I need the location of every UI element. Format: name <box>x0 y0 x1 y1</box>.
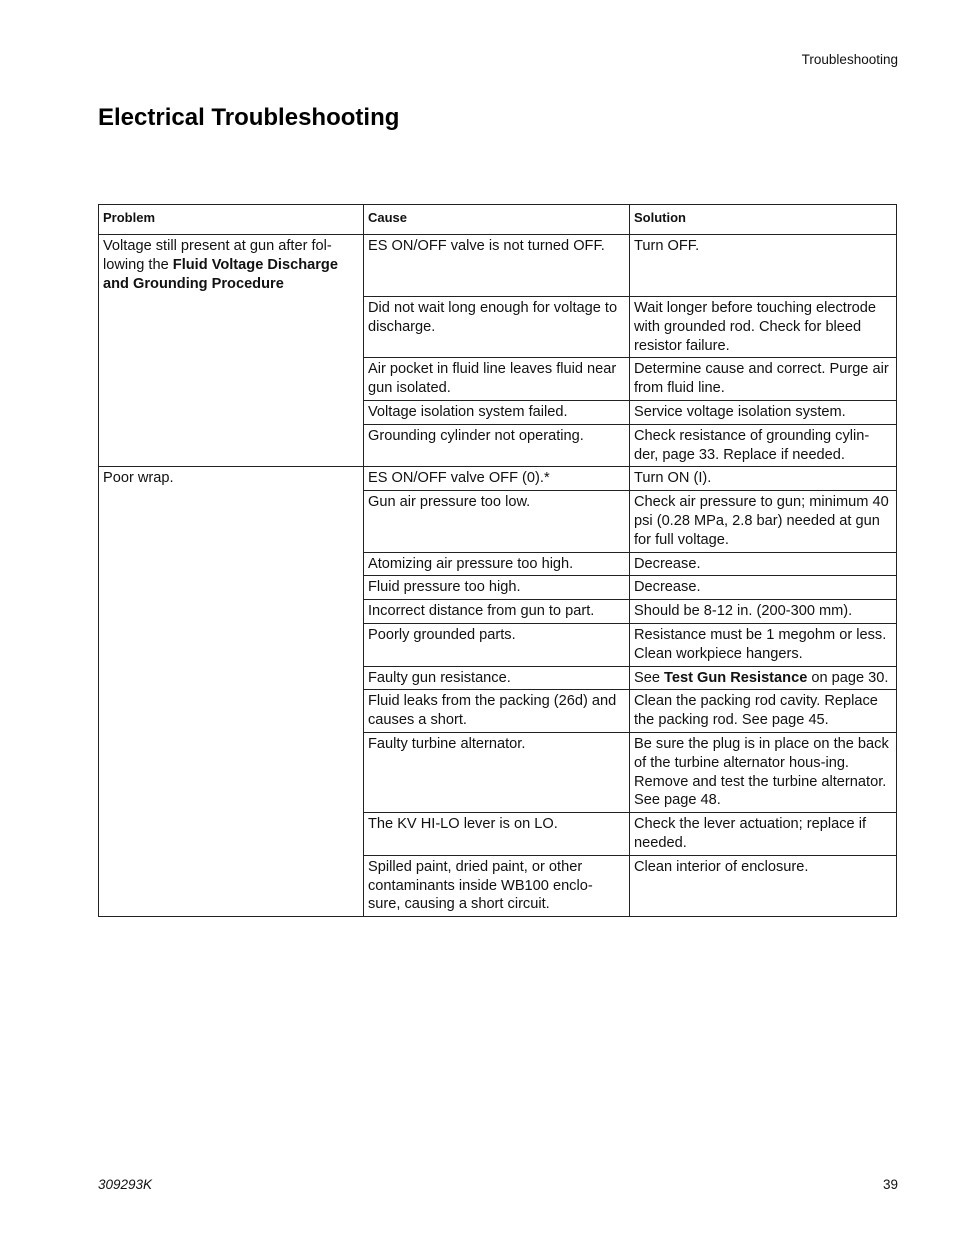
solution-cell: Turn OFF. <box>630 235 897 297</box>
page-number: 39 <box>882 1177 898 1192</box>
table-row <box>99 467 897 491</box>
table-header-row <box>99 205 897 235</box>
solution-text: See <box>634 669 665 686</box>
problem-procedure-ref: Fluid Voltage Discharge and Grounding Procedure <box>103 256 338 292</box>
solution-cell: Check air pressure to gun; minimum 40 psi (0.28 MPa, 2.8 bar) needed at gun for full voltage. <box>630 491 897 552</box>
problem-cell: Poor wrap. <box>99 467 364 917</box>
cause-cell: ES ON/OFF valve is not turned OFF. <box>364 235 630 297</box>
cause-cell: Air pocket in fluid line leaves fluid near gun isolated. <box>364 358 630 401</box>
solution-cell: Clean interior of enclosure. <box>630 855 897 916</box>
cause-cell: Grounding cylinder not operating. <box>364 424 630 467</box>
solution-cell: Check resistance of grounding cylin-der, page 33. Replace if needed. <box>630 424 897 467</box>
solution-cell: Resistance must be 1 megohm or less. Clean workpiece hangers. <box>630 623 897 666</box>
solution-cell: Decrease. <box>630 576 897 600</box>
cause-cell: Voltage isolation system failed. <box>364 400 630 424</box>
cause-cell: The KV HI-LO lever is on LO. <box>364 813 630 856</box>
cause-cell: Spilled paint, dried paint, or other contaminants inside WB100 enclo-sure, causing a short circuit. <box>364 855 630 916</box>
cause-cell: Atomizing air pressure too high. <box>364 552 630 576</box>
solution-cell: Service voltage isolation system. <box>630 400 897 424</box>
troubleshooting-table <box>98 204 897 917</box>
table-row <box>99 235 897 297</box>
page-title: Electrical Troubleshooting <box>98 104 400 131</box>
cause-cell: Fluid leaks from the packing (26d) and causes a short. <box>364 690 630 733</box>
cause-cell: Poorly grounded parts. <box>364 623 630 666</box>
solution-cell: Determine cause and correct. Purge air from fluid line. <box>630 358 897 401</box>
running-header: Troubleshooting <box>801 52 898 67</box>
document-number: 309293K <box>98 1177 153 1192</box>
solution-cell: Should be 8-12 in. (200-300 mm). <box>630 600 897 624</box>
cause-cell: Incorrect distance from gun to part. <box>364 600 630 624</box>
problem-text: Voltage still present at gun after fol-lowing the <box>103 238 332 273</box>
solution-cell: Clean the packing rod cavity. Replace the packing rod. See page 45. <box>630 690 897 733</box>
solution-cell <box>630 666 897 690</box>
solution-cell: Check the lever actuation; replace if needed. <box>630 813 897 856</box>
cause-cell: ES ON/OFF valve OFF (0).* <box>364 467 630 491</box>
solution-text: on page 30. <box>807 669 889 686</box>
column-header-solution: Solution <box>630 205 897 235</box>
solution-cell: Decrease. <box>630 552 897 576</box>
cause-cell: Faulty gun resistance. <box>364 666 630 690</box>
solution-cell: Be sure the plug is in place on the back of the turbine alternator hous-ing. Remove and test the turbine alternator. See page 48. <box>630 732 897 812</box>
cause-cell: Did not wait long enough for voltage to discharge. <box>364 297 630 358</box>
cause-cell: Faulty turbine alternator. <box>364 732 630 812</box>
problem-cell <box>99 235 364 467</box>
column-header-cause: Cause <box>364 205 630 235</box>
solution-cell: Wait longer before touching electrode with grounded rod. Check for bleed resistor failure. <box>630 297 897 358</box>
cause-cell: Fluid pressure too high. <box>364 576 630 600</box>
solution-procedure-ref: Test Gun Resistance <box>664 669 808 686</box>
column-header-problem: Problem <box>99 205 364 235</box>
cause-cell: Gun air pressure too low. <box>364 491 630 552</box>
solution-cell: Turn ON (I). <box>630 467 897 491</box>
